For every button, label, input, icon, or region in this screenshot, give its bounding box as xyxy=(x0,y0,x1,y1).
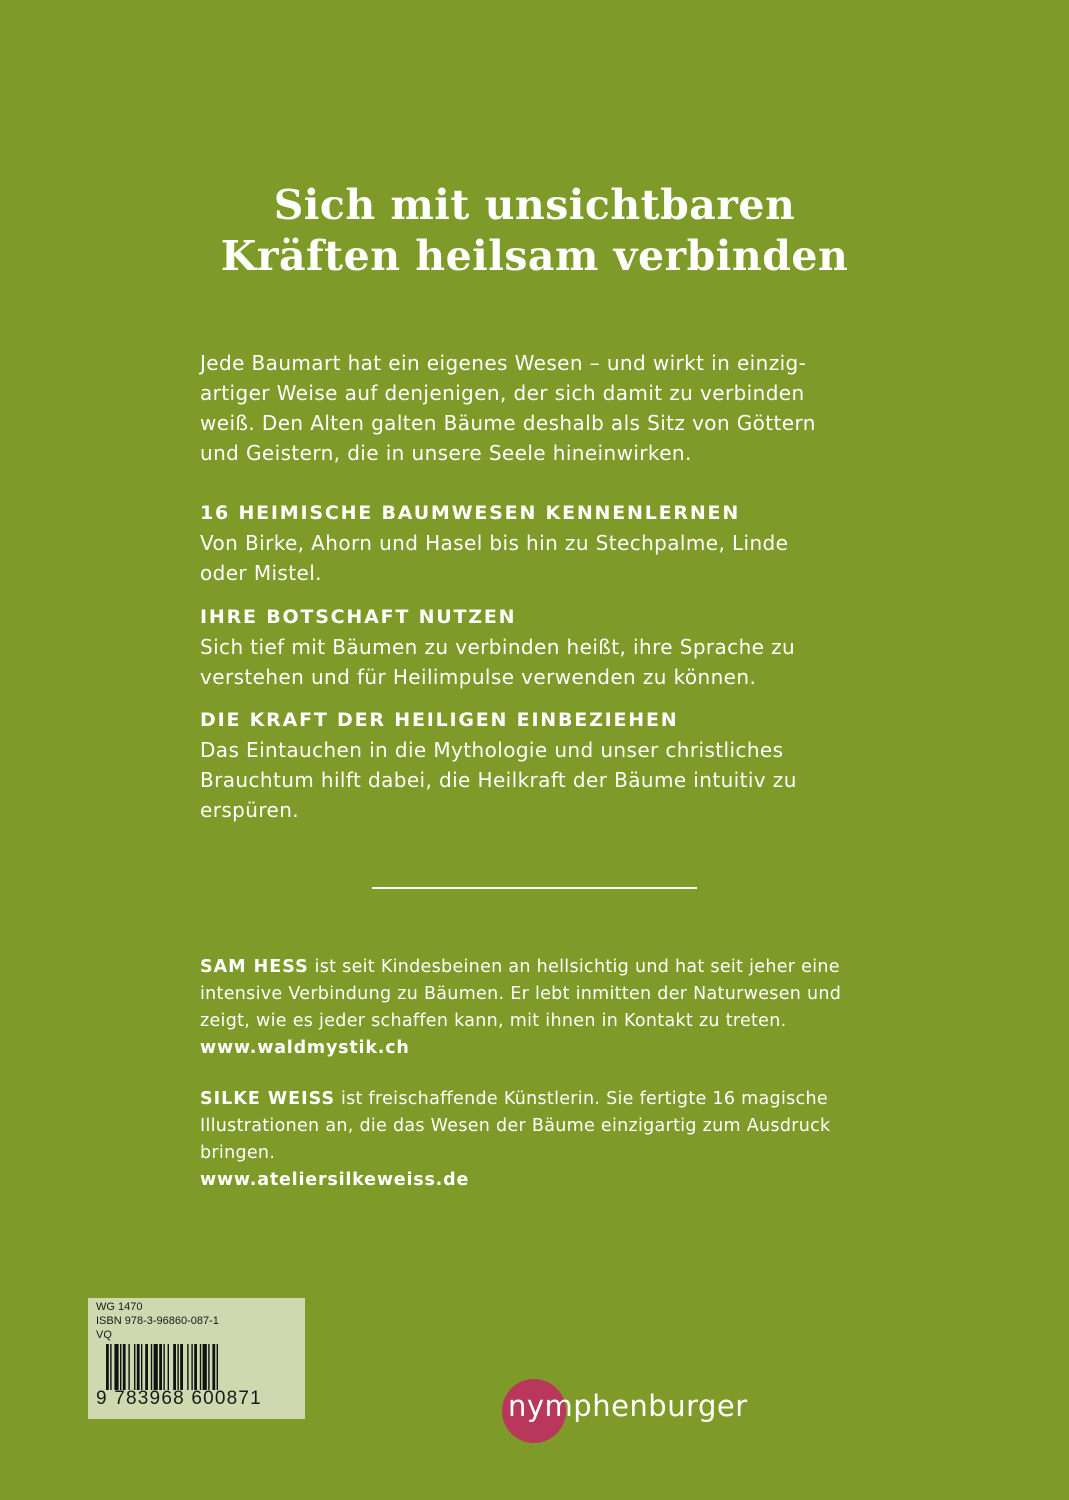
intro-line: artiger Weise auf denjenigen, der sich damit zu verbinden xyxy=(200,381,805,405)
section-heading: DIE KRAFT DER HEILIGEN EINBEZIEHEN xyxy=(200,709,679,731)
section-text-line: erspüren. xyxy=(200,798,300,822)
bio-line: bringen. xyxy=(200,1143,276,1163)
bio-line: zeigt, wie es jeder schaffen kann, mit ihnen in Kontakt zu treten. xyxy=(200,1011,787,1031)
publisher-logo xyxy=(502,1379,762,1445)
section-heading: 16 HEIMISCHE BAUMWESEN KENNENLERNEN xyxy=(200,502,741,524)
barcode-meta xyxy=(96,1300,219,1342)
bio-line: ist seit Kindesbeinen an hellsichtig und hat seit jeher eine xyxy=(308,957,840,977)
section-text-line: oder Mistel. xyxy=(200,561,322,585)
intro-line: weiß. Den Alten galten Bäume deshalb als Sitz von Göttern xyxy=(200,411,816,435)
illustrator-website-link[interactable]: www.ateliersilkeweiss.de xyxy=(200,1170,470,1190)
title-line-2: Kräften heilsam verbinden xyxy=(220,232,849,280)
bio-line: intensive Verbindung zu Bäumen. Er lebt inmitten der Naturwesen und xyxy=(200,984,842,1004)
barcode-bars xyxy=(106,1344,292,1390)
section-heading: IHRE BOTSCHAFT NUTZEN xyxy=(200,606,517,628)
section-text-line: verstehen und für Heilimpulse verwenden zu können. xyxy=(200,665,757,689)
section-text-line: Von Birke, Ahorn und Hasel bis hin zu Stechpalme, Linde xyxy=(200,531,789,555)
author-website-link[interactable]: www.waldmystik.ch xyxy=(200,1038,410,1058)
title-line-1: Sich mit unsichtbaren xyxy=(273,181,796,229)
book-title xyxy=(0,180,1069,282)
barcode-code: VQ xyxy=(96,1329,112,1341)
section-heiligen xyxy=(200,705,880,825)
warengruppe: WG 1470 xyxy=(96,1301,143,1313)
divider-line xyxy=(372,887,697,889)
intro-paragraph xyxy=(200,348,880,468)
section-text-line: Sich tief mit Bäumen zu verbinden heißt, ihre Sprache zu xyxy=(200,635,796,659)
illustrator-bio-silke-weiss xyxy=(200,1086,900,1194)
illustrator-name: SILKE WEISS xyxy=(200,1089,336,1109)
author-bio-sam-hess xyxy=(200,954,900,1062)
intro-line: und Geistern, die in unsere Seele hineinwirken. xyxy=(200,441,692,465)
bio-line: ist freischaffende Künstlerin. Sie fertigte 16 magische xyxy=(335,1089,828,1109)
section-text-line: Das Eintauchen in die Mythologie und unser christliches xyxy=(200,738,784,762)
section-botschaft xyxy=(200,602,880,692)
isbn-barcode-box xyxy=(88,1298,305,1419)
section-baumwesen xyxy=(200,498,880,588)
section-text-line: Brauchtum hilft dabei, die Heilkraft der Bäume intuitiv zu xyxy=(200,768,797,792)
bio-line: Illustrationen an, die das Wesen der Bäume einzigartig zum Ausdruck xyxy=(200,1116,831,1136)
author-name: SAM HESS xyxy=(200,957,309,977)
isbn-number: ISBN 978-3-96860-087-1 xyxy=(96,1315,219,1327)
barcode-digits: 9 783968 600871 xyxy=(96,1388,262,1409)
intro-line: Jede Baumart hat ein eigenes Wesen – und wirkt in einzig- xyxy=(200,351,807,375)
publisher-logo-text: nymphenburger xyxy=(508,1389,748,1423)
